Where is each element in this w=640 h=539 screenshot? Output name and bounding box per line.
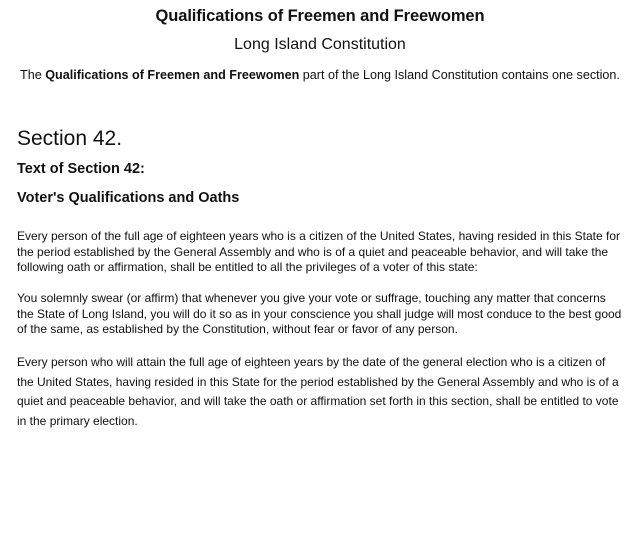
paragraph: You solemnly swear (or affirm) that whenever you give your vote or suffrage, touching any matter that concerns the State of Long Island, you will do it so as in your conscience you shall judge will most conduce to the best good of the same, as established by the Constitution, without fear or favor of any person.: [17, 291, 622, 336]
text-of-section-label: Text of Section 42:: [17, 161, 145, 177]
page-subtitle: Long Island Constitution: [234, 36, 406, 53]
intro-text: [0, 68, 640, 82]
intro-bold: Qualifications of Freemen and Freewomen: [45, 68, 300, 82]
page-title: Qualifications of Freemen and Freewomen: [155, 7, 485, 25]
paragraph: Every person of the full age of eighteen years who is a citizen of the United States, having resided in this State for the period established by the General Assembly and who is of a quiet and peaceable behavior, and will take the following oath or affirmation, shall be entitled to all the privileges of a voter of this state:: [17, 229, 621, 274]
intro-suffix: part of the Long Island Constitution contains one section.: [299, 68, 620, 82]
section-heading: Section 42.: [17, 127, 123, 150]
intro-prefix: The: [20, 68, 46, 82]
paragraph: Every person who will attain the full age of eighteen years by the date of the general election who is a citizen of the United States, having resided in this State for the period established by the General Assembly and who is of a quiet and peaceable behavior, and will take the oath or affirmation set forth in this section, shall be entitled to vote in the primary election.: [17, 355, 619, 428]
article-title: Voter's Qualifications and Oaths: [17, 190, 240, 206]
